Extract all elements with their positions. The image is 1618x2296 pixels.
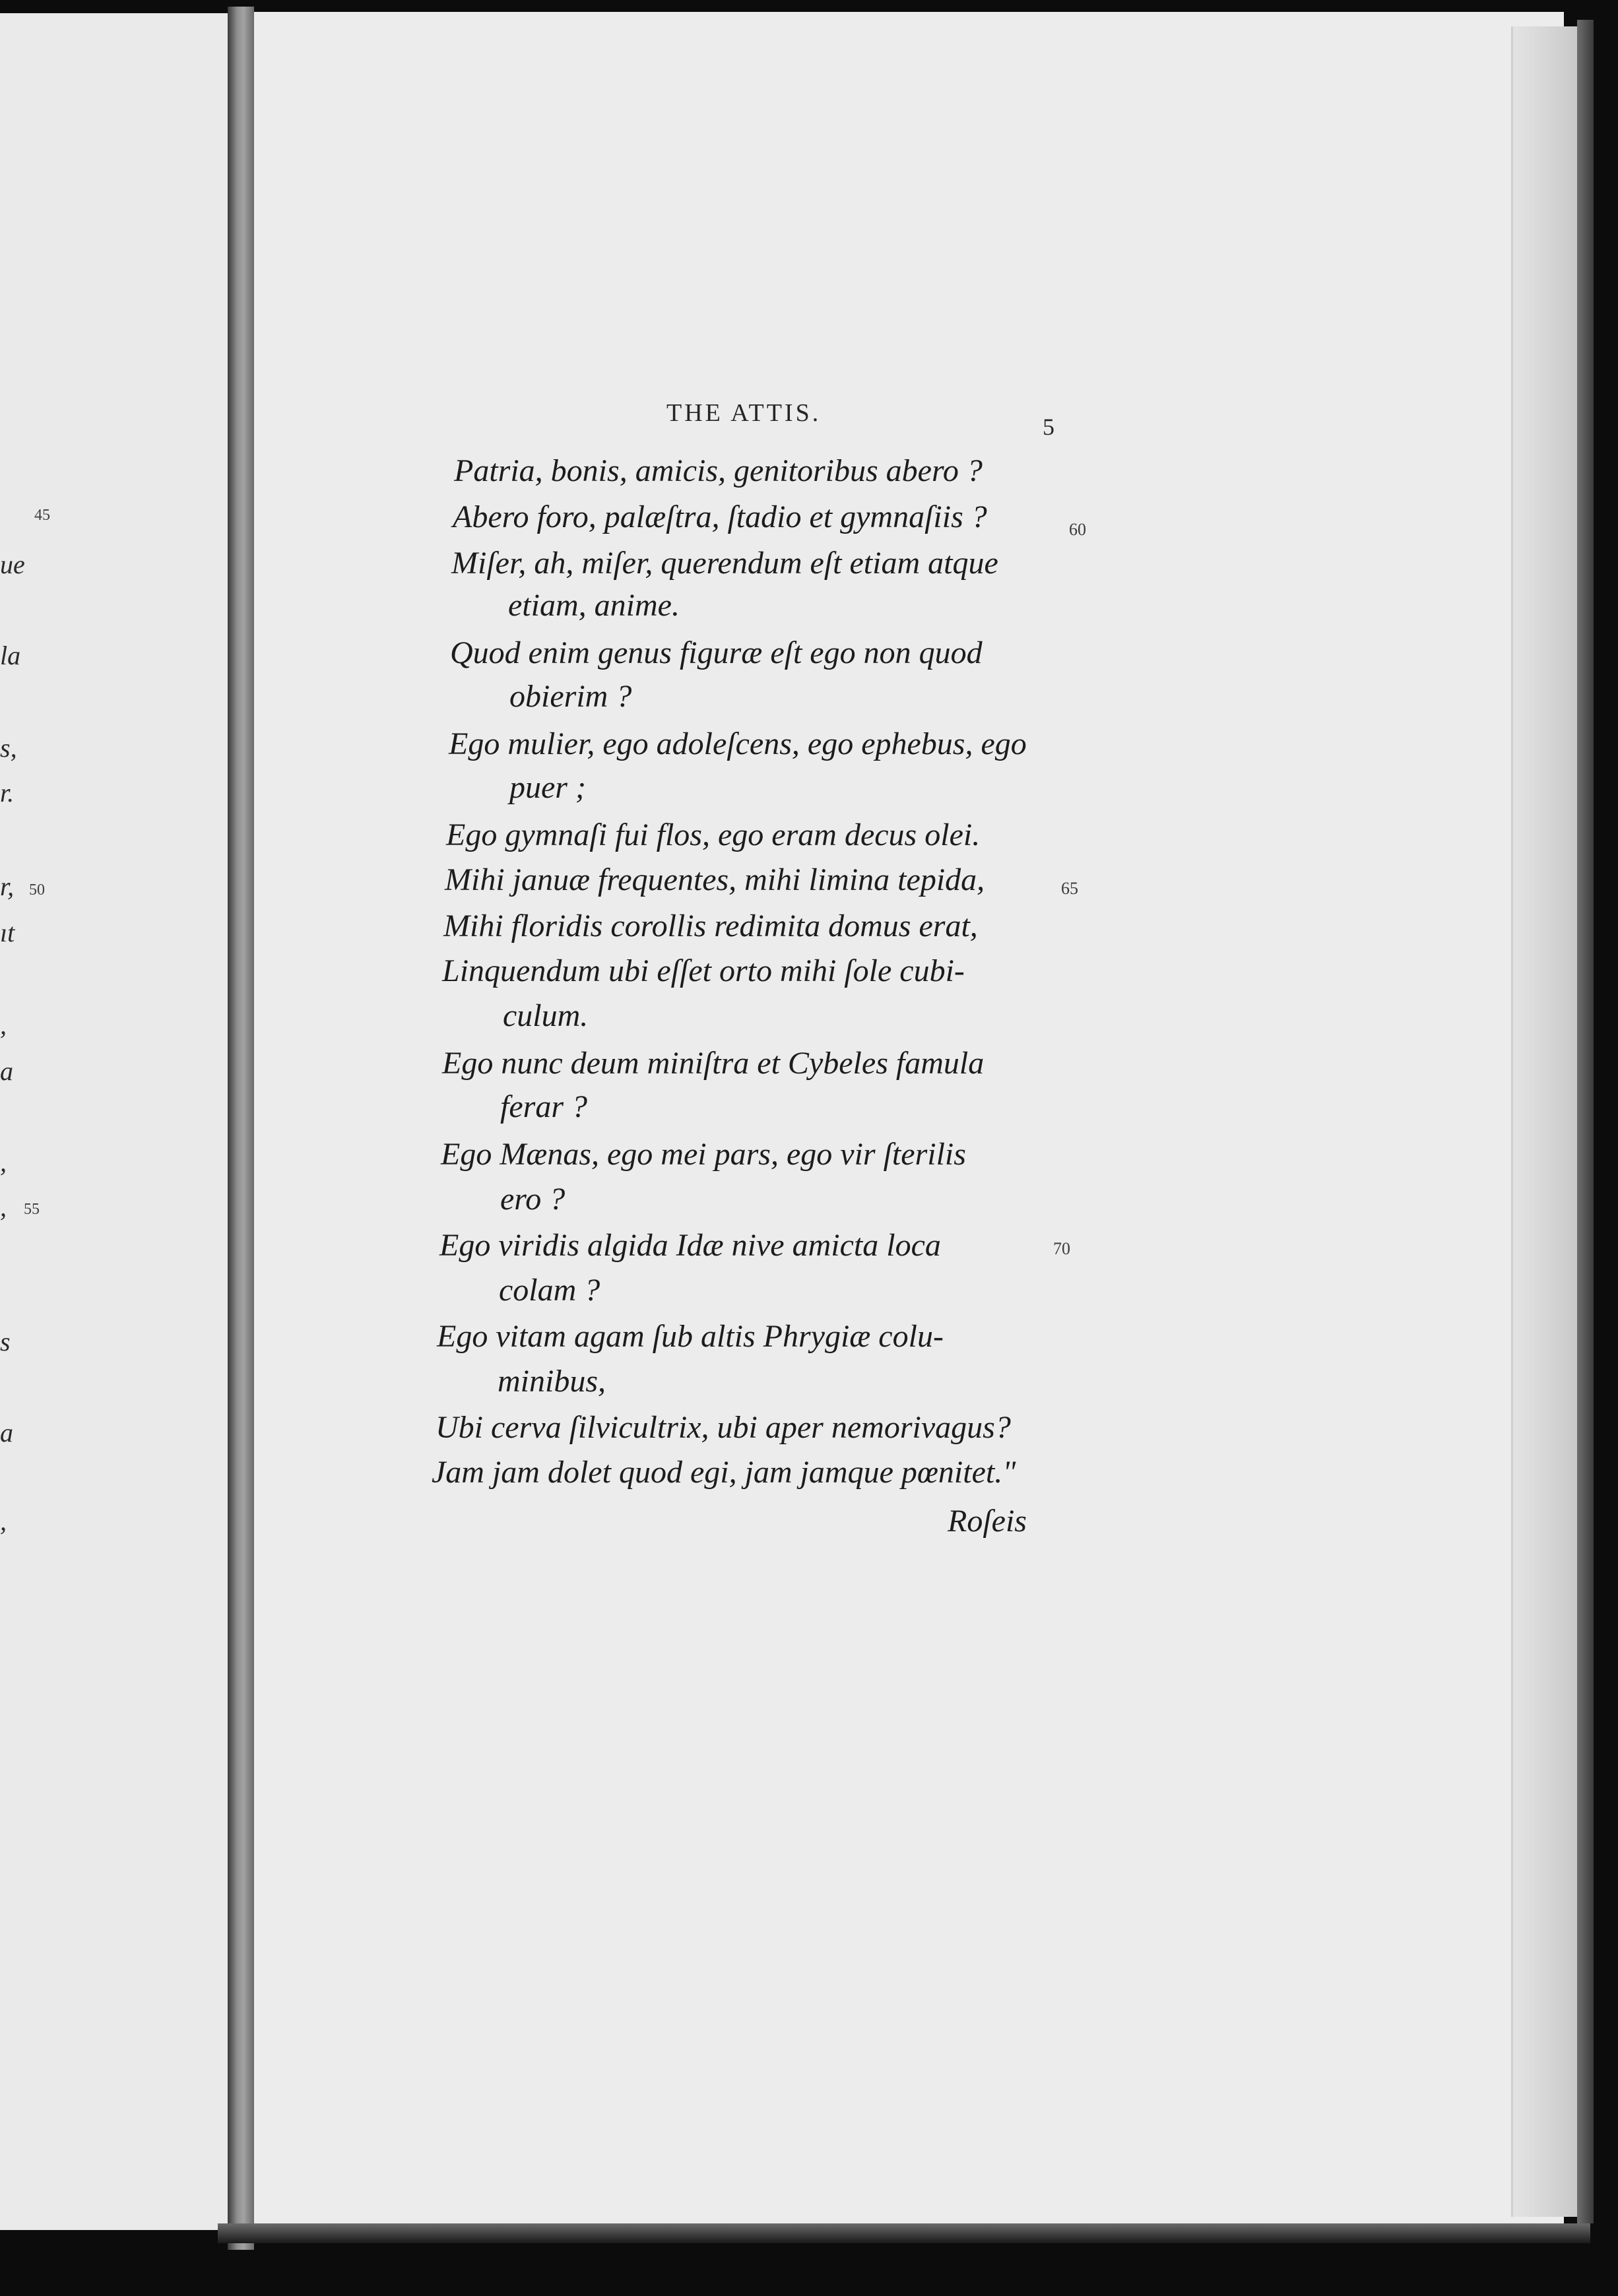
left-fragment: s — [0, 1327, 11, 1356]
left-fragment: , — [0, 1506, 7, 1536]
poem-line: Jam jam dolet quod egi, jam jamque pœnitet." — [432, 1455, 1016, 1490]
poem-line: Abero foro, palæſtra, ſtadio et gymnaſiis ? — [453, 499, 987, 534]
left-fragment: ıt — [0, 918, 15, 947]
poem-line: Ego nunc deum miniſtra et Cybeles famula — [442, 1046, 985, 1081]
left-fragment: s, — [0, 733, 17, 763]
poem-line: colam ? — [499, 1273, 600, 1308]
poem-line: puer ; — [509, 770, 586, 805]
gutter-shadow — [228, 7, 254, 2250]
poem-line: Ego gymnaſi fui flos, ego eram decus olei. — [446, 817, 981, 852]
poem-line: Ego mulier, ego adoleſcens, ego ephebus, ego — [449, 726, 1027, 761]
line-number-60: 60 — [1069, 520, 1086, 539]
running-head: THE ATTIS. — [666, 399, 822, 427]
poem-line: Ego vitam agam ſub altis Phrygiæ colu- — [437, 1319, 944, 1354]
poem-line: Mihi floridis corollis redimita domus erat, — [443, 909, 978, 943]
left-fragment: , — [0, 1192, 7, 1222]
left-fragment: , — [0, 1010, 7, 1040]
left-fragment: la — [0, 641, 21, 670]
catchword: Roſeis — [948, 1504, 1027, 1539]
poem-line: minibus, — [498, 1364, 606, 1399]
left-line-number-45: 45 — [34, 507, 50, 524]
left-page — [0, 13, 228, 2230]
right-page — [254, 12, 1564, 2229]
left-fragment: r, — [0, 872, 15, 901]
poem-line: culum. — [503, 998, 589, 1033]
poem-line: Quod enim genus figuræ eſt ego non quod — [450, 635, 983, 670]
line-number-65: 65 — [1061, 879, 1078, 898]
left-line-number-50: 50 — [29, 881, 45, 899]
poem-line: ero ? — [500, 1182, 566, 1217]
left-line-number-55: 55 — [24, 1201, 40, 1218]
poem-line: Linquendum ubi eſſet orto mihi ſole cubi- — [442, 953, 965, 988]
left-fragment: ue — [0, 550, 25, 579]
cover-board-edge — [1577, 20, 1594, 2223]
poem-line: Mihi januæ frequentes, mihi limina tepida, — [445, 862, 985, 897]
left-fragment: r. — [0, 778, 15, 808]
poem-line: Miſer, ah, miſer, querendum eſt etiam atque — [451, 546, 998, 581]
poem-line: Ego Mænas, ego mei pars, ego vir ſterilis — [441, 1137, 966, 1172]
poem-line: Patria, bonis, amicis, genitoribus abero ? — [454, 453, 983, 488]
bottom-shadow — [218, 2223, 1590, 2243]
page-number: 5 — [1043, 414, 1054, 440]
left-fragment: , — [0, 1147, 7, 1177]
line-number-70: 70 — [1053, 1239, 1070, 1258]
poem-line: obierim ? — [509, 679, 632, 714]
poem-line: Ego viridis algida Idæ nive amicta loca — [439, 1228, 941, 1263]
poem-line: etiam, anime. — [508, 588, 680, 623]
poem-line: ferar ? — [500, 1089, 587, 1124]
page-edges — [1511, 26, 1579, 2217]
left-fragment: a — [0, 1418, 13, 1448]
left-fragment: a — [0, 1056, 13, 1086]
poem-line: Ubi cerva ſilvicultrix, ubi aper nemorivagus? — [436, 1410, 1011, 1445]
